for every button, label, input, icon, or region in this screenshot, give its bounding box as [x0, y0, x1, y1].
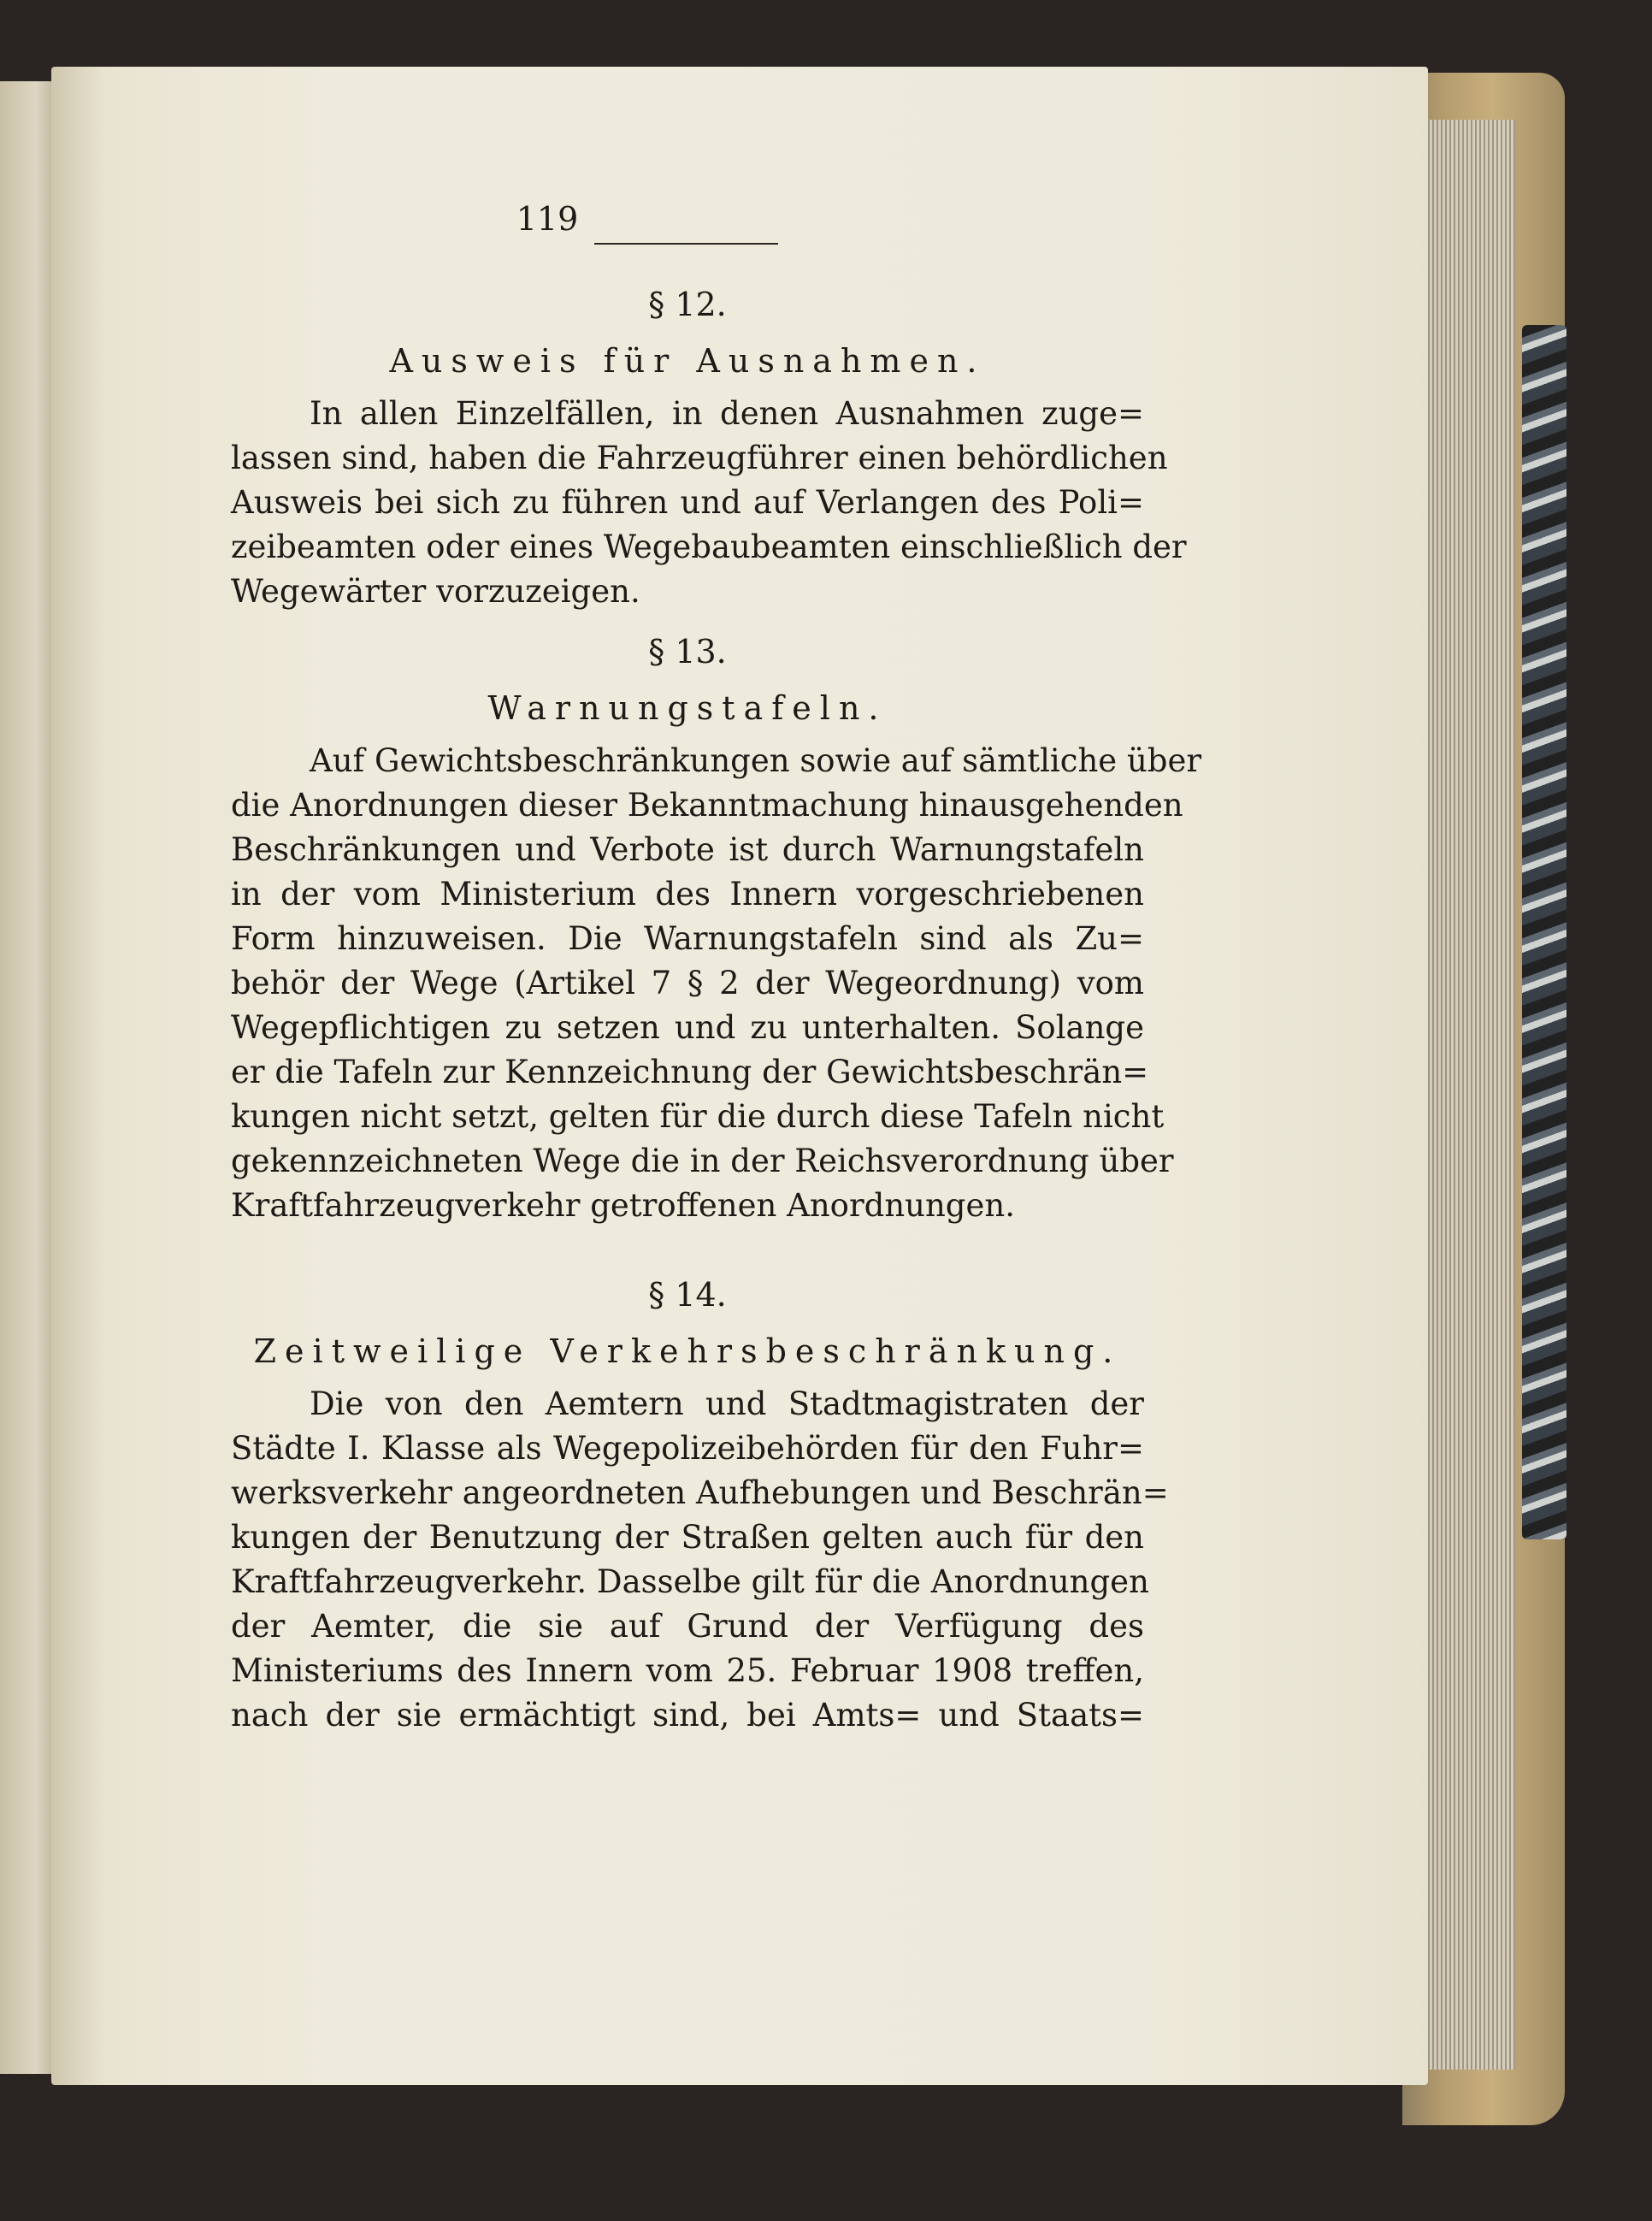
section-13	[231, 626, 1202, 1228]
text-line: Ministeriums des Innern vom 25. Februar 1908 treffen,	[231, 1652, 1144, 1689]
section-heading: Zeitweilige Verkehrsbeschränkung.	[253, 1332, 1122, 1370]
paragraph	[231, 739, 1202, 1228]
text-line: Städte I. Klasse als Wegepolizeibehörden für den Fuhr=	[231, 1430, 1144, 1467]
text-line: gekennzeichneten Wege die in der Reichsverordnung über	[231, 1143, 1174, 1179]
text-line: In allen Einzelfällen, in denen Ausnahmen zuge=	[310, 395, 1144, 432]
section-number: § 13.	[648, 633, 727, 670]
text-line: nach der sie ermächtigt sind, bei Amts= und Staats=	[231, 1697, 1144, 1734]
page-number: 119	[516, 200, 579, 238]
section-12	[231, 279, 1187, 614]
section-heading: Ausweis für Ausnahmen.	[389, 342, 986, 380]
text-line: in der vom Ministerium des Innern vorgeschriebenen	[231, 876, 1144, 913]
text-line: die Anordnungen dieser Bekanntmachung hinausgehenden	[231, 787, 1183, 824]
section-number: § 12.	[648, 286, 727, 323]
paragraph	[231, 1382, 1169, 1738]
text-line: Die von den Aemtern und Stadtmagistraten der	[310, 1385, 1144, 1422]
text-line: Wegewärter vorzuzeigen.	[231, 573, 640, 610]
page-text	[231, 195, 1202, 1738]
text-line: Kraftfahrzeugverkehr getroffenen Anordnungen.	[231, 1187, 1015, 1224]
text-line: Ausweis bei sich zu führen und auf Verlangen des Poli=	[231, 484, 1144, 521]
header-rule	[594, 243, 778, 245]
text-line: lassen sind, haben die Fahrzeugführer einen behördlichen	[231, 440, 1168, 476]
text-line: Auf Gewichtsbeschränkungen sowie auf sämtliche über	[310, 742, 1202, 779]
text-line: behör der Wege (Artikel 7 § 2 der Wegeordnung) vom	[231, 965, 1144, 1001]
section-14	[231, 1269, 1169, 1738]
page-block-edges	[1421, 120, 1515, 2070]
marbled-endpaper	[1522, 325, 1566, 1539]
text-line: kungen der Benutzung der Straßen gelten auch für den	[231, 1519, 1144, 1556]
section-number: § 14.	[648, 1276, 727, 1314]
text-line: Form hinzuweisen. Die Warnungstafeln sind als Zu=	[231, 920, 1144, 957]
text-line: zeibeamten oder eines Wegebaubeamten einschließlich der	[231, 529, 1187, 565]
text-line: er die Tafeln zur Kennzeichnung der Gewichtsbeschrän=	[231, 1054, 1149, 1090]
text-line: werksverkehr angeordneten Aufhebungen und Beschrän=	[231, 1474, 1169, 1511]
section-heading: Warnungstafeln.	[487, 689, 888, 727]
text-line: kungen nicht setzt, gelten für die durch diese Tafeln nicht	[231, 1098, 1165, 1135]
text-line: Wegepflichtigen zu setzen und zu unterhalten. Solange	[231, 1009, 1144, 1046]
text-line: Beschränkungen und Verbote ist durch Warnungstafeln	[231, 831, 1144, 868]
text-line: der Aemter, die sie auf Grund der Verfügung des	[231, 1608, 1144, 1645]
text-line: Kraftfahrzeugverkehr. Dasselbe gilt für die Anordnungen	[231, 1563, 1149, 1600]
paragraph	[231, 392, 1187, 614]
